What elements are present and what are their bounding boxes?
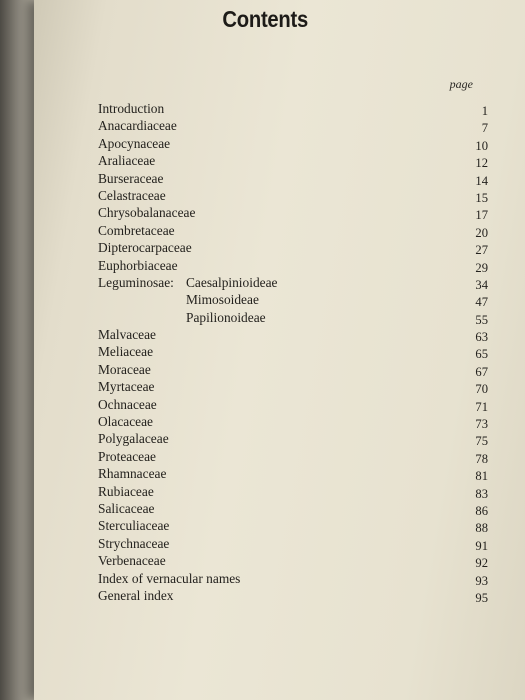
entry-name: Rhamnaceae bbox=[98, 466, 167, 482]
contents-entry bbox=[98, 378, 488, 395]
entry-name: Ochnaceae bbox=[98, 396, 157, 412]
entry-name: Index of vernacular names bbox=[98, 570, 241, 586]
contents-entry bbox=[98, 257, 488, 274]
contents-entry bbox=[98, 309, 488, 326]
entry-name: Araliaceae bbox=[98, 153, 156, 169]
contents-entry bbox=[98, 239, 488, 256]
contents-entry bbox=[98, 535, 488, 552]
contents-entry bbox=[98, 413, 488, 430]
entry-name: Sterculiaceae bbox=[98, 518, 170, 534]
entry-name: General index bbox=[98, 587, 174, 603]
entry-page-number: 65 bbox=[475, 347, 488, 362]
entry-name: Malvaceae bbox=[98, 327, 156, 343]
entry-page-number: 73 bbox=[475, 417, 488, 432]
entry-page-number: 55 bbox=[475, 312, 488, 327]
entry-page-number: 92 bbox=[475, 556, 488, 571]
entry-page-number: 63 bbox=[475, 330, 488, 345]
entry-name: Meliaceae bbox=[98, 344, 154, 360]
contents-entry bbox=[98, 396, 488, 413]
entry-name: Leguminosae: bbox=[98, 274, 174, 290]
contents-entry bbox=[98, 187, 488, 204]
contents-entry bbox=[98, 291, 488, 308]
contents-entry bbox=[98, 430, 488, 447]
entry-name: Moraceae bbox=[98, 361, 151, 377]
entry-page-number: 75 bbox=[475, 434, 488, 449]
entry-name: Myrtaceae bbox=[98, 379, 155, 395]
contents-entry bbox=[98, 517, 488, 534]
entry-page-number: 27 bbox=[475, 243, 488, 258]
contents-entry bbox=[98, 117, 488, 134]
entry-name: Strychnaceae bbox=[98, 535, 170, 551]
entry-page-number: 67 bbox=[475, 364, 488, 379]
entry-name: Anacardiaceae bbox=[98, 118, 177, 134]
entry-name: Rubiaceae bbox=[98, 483, 154, 499]
contents-list bbox=[98, 100, 488, 604]
entry-page-number: 17 bbox=[475, 208, 488, 223]
page-column-label: page bbox=[449, 77, 473, 91]
entry-name: Polygalaceae bbox=[98, 431, 169, 447]
entry-subfamily: Papilionoideae bbox=[186, 309, 266, 325]
entry-subfamily: Caesalpinioideae bbox=[186, 274, 278, 290]
entry-name: Proteaceae bbox=[98, 448, 156, 464]
entry-page-number: 78 bbox=[475, 451, 488, 466]
entry-page-number: 20 bbox=[475, 225, 488, 240]
entry-name: Introduction bbox=[98, 101, 165, 116]
entry-page-number: 86 bbox=[475, 503, 488, 518]
entry-page-number: 70 bbox=[475, 382, 488, 397]
entry-name: Salicaceae bbox=[98, 500, 155, 516]
entry-name: Apocynaceae bbox=[98, 135, 171, 151]
contents-entry bbox=[98, 152, 488, 169]
entry-name: Combretaceae bbox=[98, 222, 175, 238]
contents-entry bbox=[98, 587, 488, 604]
entry-subfamily: Mimosoideae bbox=[186, 292, 259, 308]
contents-entry bbox=[98, 465, 488, 482]
entry-page-number: 95 bbox=[475, 590, 488, 605]
entry-page-number: 91 bbox=[475, 538, 488, 553]
entry-name: Dipterocarpaceae bbox=[98, 240, 192, 256]
contents-entry bbox=[98, 274, 488, 291]
entry-name: Verbenaceae bbox=[98, 553, 166, 569]
contents-entry bbox=[98, 570, 488, 587]
entry-name: Chrysobalanaceae bbox=[98, 205, 196, 221]
entry-page-number: 14 bbox=[475, 173, 488, 188]
contents-entry bbox=[98, 500, 488, 517]
contents-entry bbox=[98, 361, 488, 378]
contents-entry bbox=[98, 170, 488, 187]
entry-page-number: 34 bbox=[475, 277, 488, 292]
entry-name: Euphorbiaceae bbox=[98, 257, 178, 273]
contents-entry bbox=[98, 204, 488, 221]
entry-page-number: 83 bbox=[475, 486, 488, 501]
contents-entry bbox=[98, 483, 488, 500]
contents-entry bbox=[98, 222, 488, 239]
contents-entry bbox=[98, 100, 488, 117]
entry-page-number: 88 bbox=[475, 521, 488, 536]
contents-entry bbox=[98, 326, 488, 343]
contents-entry bbox=[98, 135, 488, 152]
entry-name: Celastraceae bbox=[98, 187, 166, 203]
entry-page-number: 47 bbox=[475, 295, 488, 310]
page-title: Contents bbox=[222, 6, 308, 32]
book-gutter bbox=[0, 0, 34, 700]
entry-name: Olacaceae bbox=[98, 414, 153, 430]
entry-page-number: 71 bbox=[475, 399, 488, 414]
entry-page-number: 10 bbox=[475, 138, 488, 153]
entry-name: Burseraceae bbox=[98, 170, 164, 186]
contents-entry bbox=[98, 343, 488, 360]
entry-page-number: 29 bbox=[475, 260, 488, 275]
entry-page-number: 15 bbox=[475, 190, 488, 205]
entry-page-number: 12 bbox=[475, 156, 488, 171]
entry-page-number: 1 bbox=[481, 104, 488, 118]
contents-entry bbox=[98, 448, 488, 465]
entry-page-number: 93 bbox=[475, 573, 488, 588]
contents-entry bbox=[98, 552, 488, 569]
entry-page-number: 81 bbox=[475, 469, 488, 484]
entry-page-number: 7 bbox=[481, 121, 488, 136]
